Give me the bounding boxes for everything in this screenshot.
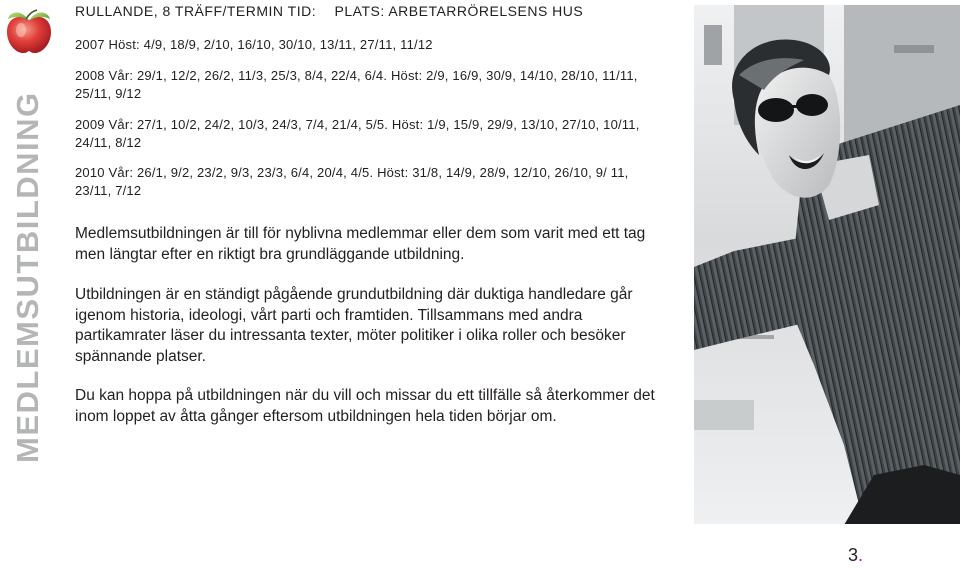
paragraph-intro: Medlemsutbildningen är till för nyblivna medlemmar eller dem som varit med ett tag men längtar efter en riktigt bra grundläggande utbildning. — [75, 225, 646, 263]
header-place: PLATS: ARBETARRÖRELSENS HUS — [334, 3, 584, 19]
page-number-value: 3 — [848, 545, 859, 565]
schedule-2008: 2008 Vår: 29/1, 12/2, 26/2, 11/3, 25/3, 8/4, 22/4, 6/4. Höst: 2/9, 16/9, 30/9, 14/10, 28/10, 11/11, 25/11, 9/12 — [75, 68, 638, 101]
schedule-2010: 2010 Vår: 26/1, 9/2, 23/2, 9/3, 23/3, 6/4, 20/4, 4/5. Höst: 31/8, 14/9, 28/9, 12/10, 26/10, 9/ 11, 23/11, 7/12 — [75, 165, 629, 198]
schedule-2009: 2009 Vår: 27/1, 10/2, 24/2, 10/3, 24/3, 7/4, 21/4, 5/5. Höst: 1/9, 15/9, 29/9, 13/10, 27/10, 10/11, 24/11, 8/12 — [75, 117, 640, 150]
page-number-dot: . — [858, 545, 864, 565]
header-line — [75, 3, 583, 19]
paragraph-description: Utbildningen är en ständigt pågående grundutbildning där duktiga handledare går igenom historia, ideologi, vårt parti och framtiden. Tillsammans med andra partikamrater läser du intressanta texter, möter politiker i olika roller och besöker spännande platser. — [75, 286, 633, 365]
person-photo — [694, 5, 960, 524]
apple-logo-icon — [4, 5, 54, 55]
schedule-2007: 2007 Höst: 4/9, 18/9, 2/10, 16/10, 30/10, 13/11, 27/11, 11/12 — [75, 37, 433, 52]
side-title: MEDLEMSUTBILDNING — [10, 91, 45, 463]
page-number — [848, 545, 863, 566]
paragraph-join: Du kan hoppa på utbildningen när du vill och missar du ett tillfälle så återkommer det inom loppet av åtta gånger eftersom utbildningen hela tiden börjar om. — [75, 387, 655, 425]
header-times: RULLANDE, 8 TRÄFF/TERMIN TID: — [75, 3, 317, 19]
